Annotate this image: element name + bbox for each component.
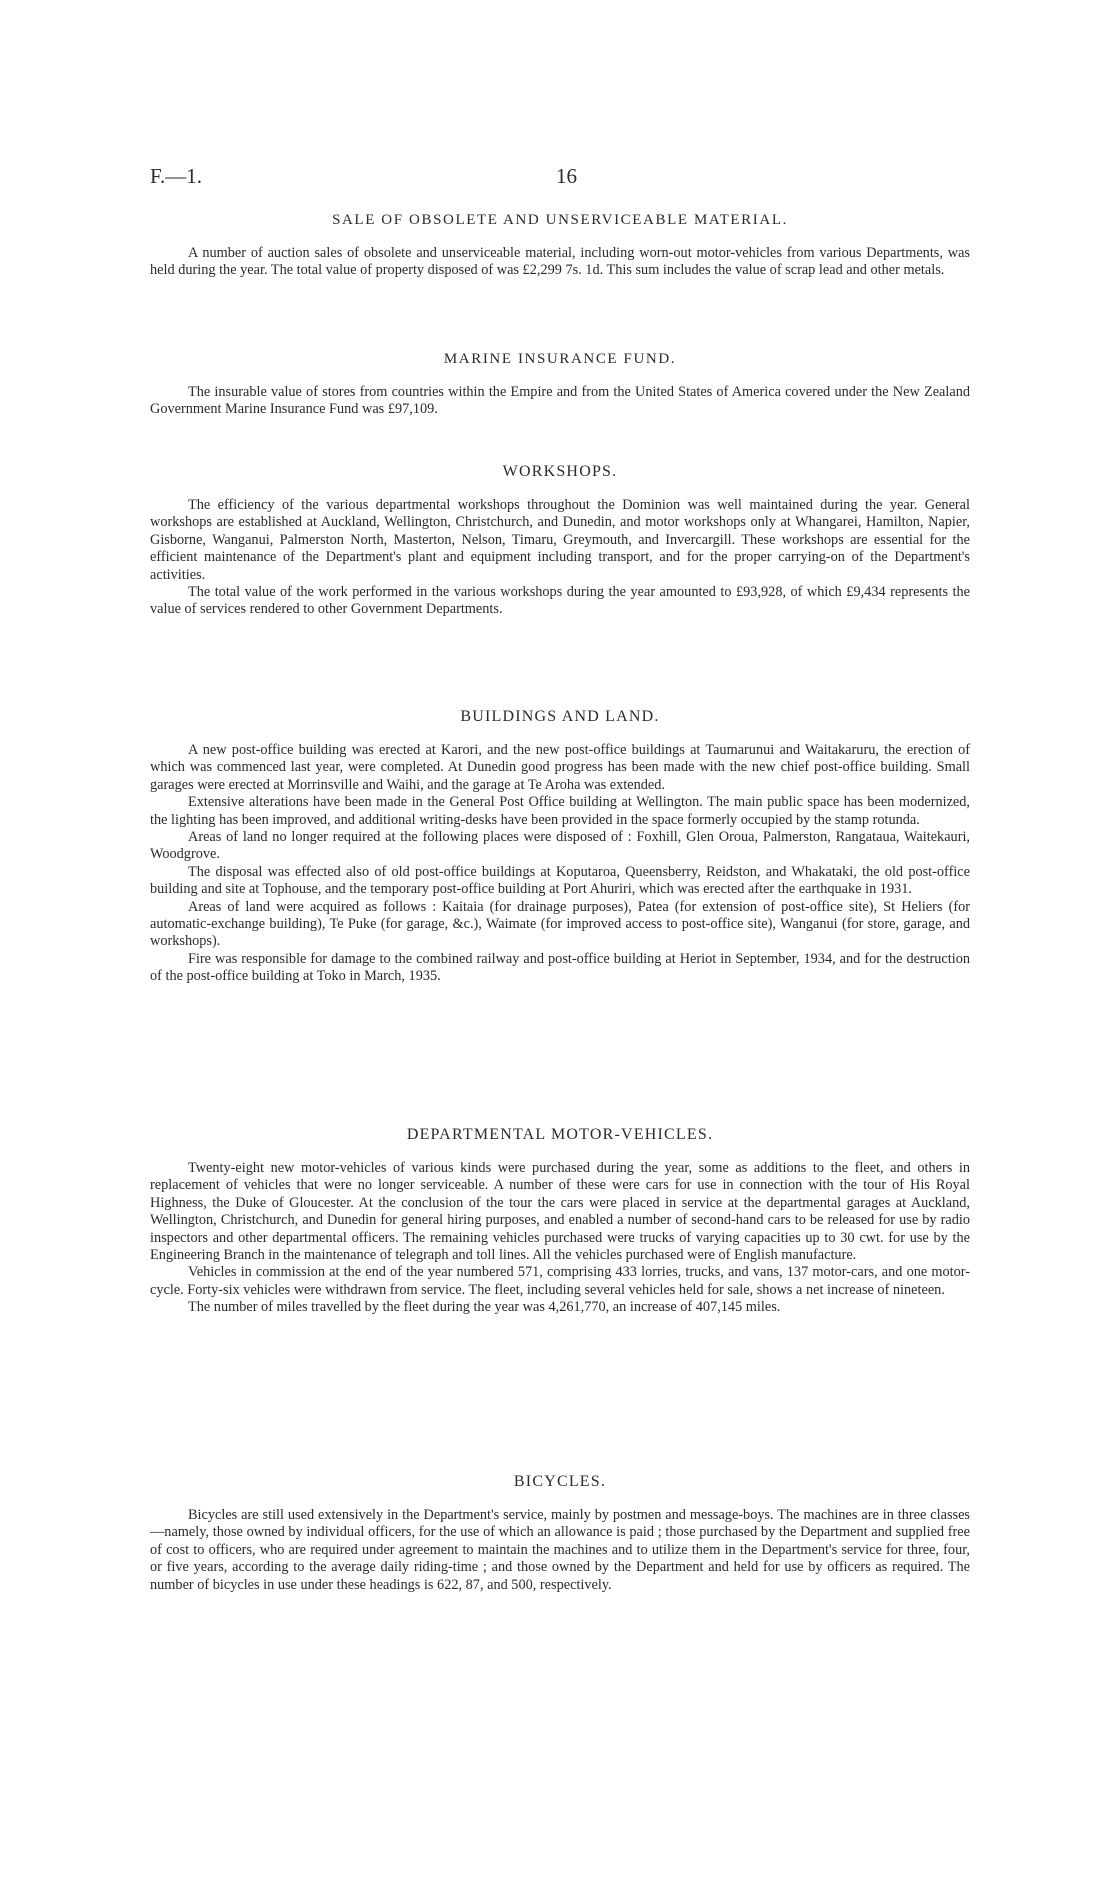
section-title: BICYCLES. <box>513 1473 607 1490</box>
section-workshops <box>150 463 970 619</box>
section-title: BUILDINGS AND LAND. <box>460 708 660 725</box>
paragraph: Vehicles in commission at the end of the year numbered 571, comprising 433 lorries, trucks, and vans, 137 motor-cars, and one motor-cycle. Forty-six vehicles were withdrawn from service. The fleet, including several vehicles held for sale, shows a net increase of nineteen. <box>150 1264 970 1298</box>
paragraph: Areas of land were acquired as follows : Kaitaia (for drainage purposes), Patea (for extension of post-office site), St Heliers (for automatic-exchange building), Te Puke (for garage, &c.), Waimate (for improved access to post-office site), Wanganui (for store, garage, and workshops). <box>150 898 970 950</box>
paragraph: A number of auction sales of obsolete and unserviceable material, including worn-out motor-vehicles from various Departments, was held during the year. The total value of property disposed of was £2,299 7s. 1d. This sum includes the value of scrap lead and other metals. <box>150 245 970 279</box>
paragraph: Fire was responsible for damage to the combined railway and post-office building at Heriot in September, 1934, and for the destruction of the post-office building at Toko in March, 1935. <box>150 950 970 985</box>
section-title: MARINE INSURANCE FUND. <box>443 351 677 367</box>
section-buildings-and-land <box>150 708 970 986</box>
section-departmental-motor-vehicles <box>150 1126 970 1317</box>
section-title: SALE OF OBSOLETE AND UNSERVICEABLE MATERIAL. <box>332 212 788 228</box>
paragraph: The insurable value of stores from countries within the Empire and from the United States of America covered under the New Zealand Government Marine Insurance Fund was £97,109. <box>150 384 970 418</box>
section-marine-insurance-fund <box>150 351 970 419</box>
paragraph: The number of miles travelled by the fleet during the year was 4,261,770, an increase of 407,145 miles. <box>188 1299 781 1316</box>
paragraph: Bicycles are still used extensively in the Department's service, mainly by postmen and message-boys. The machines are in three classes—namely, those owned by individual officers, for the use of which an allowance is paid ; those purchased by the Department and supplied free of cost to officers, who are required under agreement to maintain the machines and to utilize them in the Department's service for three, four, or five years, according to the average daily riding-time ; and those owned by the Department and held for use by officers as required. The number of bicycles in use under these headings is 622, 87, and 500, respectively. <box>150 1507 970 1593</box>
section-title: DEPARTMENTAL MOTOR-VEHICLES. <box>406 1126 714 1143</box>
report-code: F.—1. <box>150 164 202 188</box>
paragraph: Areas of land no longer required at the following places were disposed of : Foxhill, Glen Oroua, Palmerston, Rangataua, Waitekauri, Woodgrove. <box>150 829 970 863</box>
paragraph: Twenty-eight new motor-vehicles of various kinds were purchased during the year, some as additions to the fleet, and others in replacement of vehicles that were no longer serviceable. A number of these were cars for use in connection with the tour of His Royal Highness, the Duke of Gloucester. At the conclusion of the tour the cars were placed in service at the departmental garages at Auckland, Wellington, Christchurch, and Dunedin for general hiring purposes, and enabled a number of second-hand cars to be released for use by radio inspectors and other departmental officers. The remaining vehicles purchased were trucks of varying capacities up to 30 cwt. for use by the Engineering Branch in the maintenance of telegraph and toll lines. All the vehicles purchased were of English manufacture. <box>150 1160 970 1264</box>
section-bicycles <box>150 1473 970 1594</box>
section-sale-of-obsolete-material <box>150 212 970 280</box>
paragraph: The total value of the work performed in the various workshops during the year amounted to £93,928, of which £9,434 represents the value of services rendered to other Government Departments. <box>150 584 970 618</box>
paragraph: A new post-office building was erected at Karori, and the new post-office buildings at Taumarunui and Waitakaruru, the erection of which was commenced last year, were completed. At Dunedin good progress has been made with the new chief post-office building. Small garages were erected at Morrinsville and Waihi, and the garage at Te Aroha was extended. <box>150 742 970 793</box>
paragraph: Extensive alterations have been made in the General Post Office building at Wellington. The main public space has been modernized, the lighting has been improved, and additional writing-desks have been provided in the space formerly occupied by the stamp rotunda. <box>150 794 970 828</box>
section-title: WORKSHOPS. <box>502 463 618 480</box>
paragraph: The disposal was effected also of old post-office buildings at Koputaroa, Queensberry, Reidston, and Whakataki, the old post-office building and site at Tophouse, and the temporary post-office building at Port Ahuriri, which was erected after the earthquake in 1931. <box>150 863 970 898</box>
paragraph: The efficiency of the various departmental workshops throughout the Dominion was well maintained during the year. General workshops are established at Auckland, Wellington, Christchurch, and Dunedin, and motor workshops only at Whangarei, Hamilton, Napier, Gisborne, Wanganui, Palmerston North, Masterton, Nelson, Timaru, Greymouth, and Invercargill. These workshops are essential for the efficient maintenance of the Department's plant and equipment including transport, and for the proper carrying-on of the Department's activities. <box>150 497 970 583</box>
page-number: 16 <box>556 164 577 188</box>
